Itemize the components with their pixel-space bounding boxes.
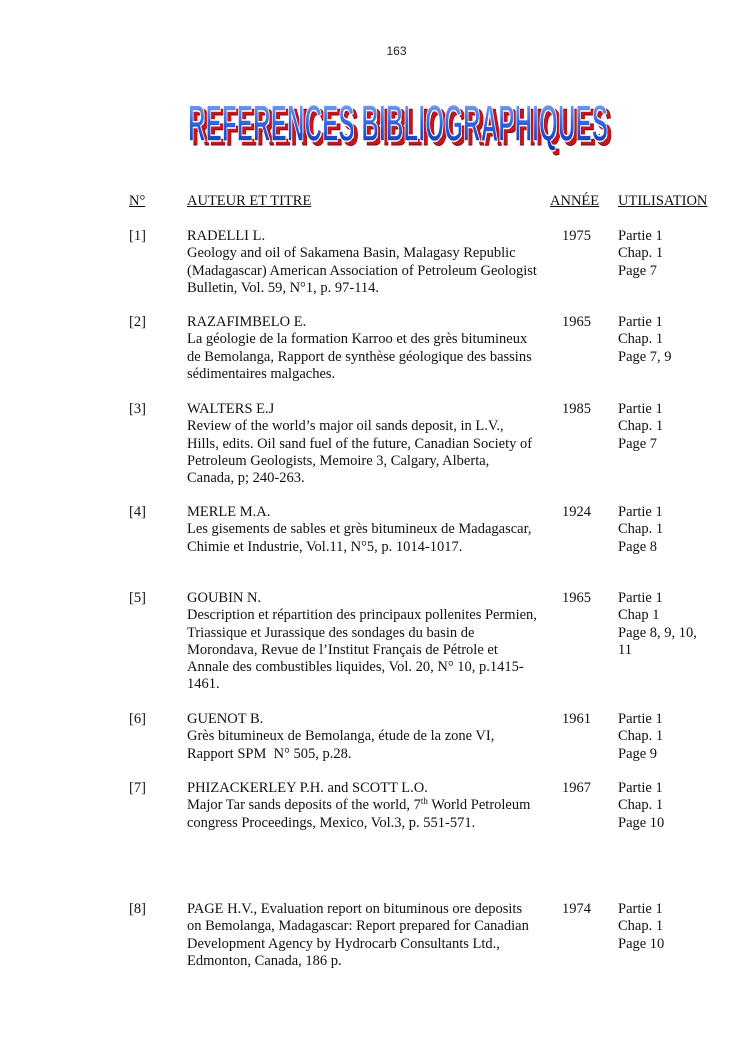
usage-page: Page 7 — [618, 435, 658, 452]
usage-page: Page 10 — [618, 814, 665, 831]
reference-author: GUENOT B. — [187, 711, 264, 727]
reference-usage — [618, 711, 723, 763]
reference-year: 1985 — [562, 401, 591, 417]
usage-chapter: Chap. 1 — [618, 521, 664, 538]
reference-usage — [618, 228, 723, 280]
usage-chapter: Chap 1 — [618, 607, 660, 624]
reference-year: 1967 — [562, 780, 591, 796]
usage-page: Page 10 — [618, 935, 665, 952]
reference-text — [187, 504, 537, 556]
usage-page: Page 9 — [618, 745, 658, 762]
reference-text — [187, 590, 537, 694]
reference-number: [1] — [129, 228, 146, 244]
reference-title: PAGE H.V., Evaluation report on bituminous ore deposits on Bemolanga, Madagascar: Report prepared for Canadian Development Agency by Hydrocarb Consultants Ltd., Edmonton, Canada, 186 p. — [187, 901, 529, 969]
reference-year: 1961 — [562, 711, 591, 727]
reference-title-part: Major Tar sands deposits of the world, 7 — [187, 797, 421, 814]
reference-year: 1924 — [562, 504, 591, 520]
usage-part: Partie 1 — [618, 780, 663, 796]
reference-number: [6] — [129, 711, 146, 727]
reference-title: Geology and oil of Sakamena Basin, Malagasy Republic (Madagascar) American Association of Petroleum Geologist Bulletin, Vol. 59, N°1, p. 97-114. — [187, 245, 537, 296]
usage-page: Page 7 — [618, 262, 658, 279]
usage-part: Partie 1 — [618, 228, 663, 244]
header-year: ANNÉE — [550, 193, 600, 209]
reference-text — [187, 401, 537, 487]
usage-chapter: Chap. 1 — [618, 797, 664, 814]
reference-author: WALTERS E.J — [187, 401, 275, 417]
usage-part: Partie 1 — [618, 504, 663, 520]
reference-title: Grès bitumineux de Bemolanga, étude de la zone VI, Rapport SPM N° 505, p.28. — [187, 728, 498, 762]
reference-title: Description et répartition des principaux pollenites Permien, Triassique et Jurassique des sondages du basin de Morondava, Revue de l’Institut Français de Pétrole et Annale des combustibles liquides, Vol. 20, N° 10, p.1415-1461. — [187, 607, 537, 693]
reference-title-part: World Petroleum congress Proceedings, Mexico, Vol.3, p. 551-571. — [187, 797, 531, 831]
reference-text — [187, 780, 537, 832]
reference-number: [3] — [129, 401, 146, 417]
reference-year: 1965 — [562, 590, 591, 606]
reference-title: La géologie de la formation Karroo et des grès bitumineux de Bemolanga, Rapport de synthèse géologique des bassins sédimentaires malgaches. — [187, 331, 532, 382]
reference-number: [2] — [129, 314, 146, 330]
reference-usage — [618, 590, 706, 659]
reference-author: PHIZACKERLEY P.H. and SCOTT L.O. — [187, 780, 428, 796]
reference-number: [8] — [129, 901, 146, 917]
usage-part: Partie 1 — [618, 711, 663, 727]
reference-number: [4] — [129, 504, 146, 520]
usage-chapter: Chap. 1 — [618, 331, 664, 348]
usage-chapter: Chap. 1 — [618, 728, 664, 745]
reference-number: [7] — [129, 780, 146, 796]
ordinal-superscript: th — [420, 796, 428, 807]
usage-chapter: Chap. 1 — [618, 418, 664, 435]
reference-usage — [618, 504, 723, 556]
title-banner — [178, 92, 618, 162]
reference-author: RADELLI L. — [187, 228, 266, 244]
reference-author: GOUBIN N. — [187, 590, 262, 606]
usage-page: Page 7, 9 — [618, 348, 672, 365]
usage-part: Partie 1 — [618, 901, 663, 917]
reference-title: Review of the world’s major oil sands deposit, in L.V., Hills, edits. Oil sand fuel of the future, Canadian Society of Petroleum Geologists, Memoire 3, Calgary, Alberta, Canada, p; 240-263. — [187, 418, 533, 487]
reference-text — [187, 228, 537, 297]
reference-number: [5] — [129, 590, 146, 606]
usage-chapter: Chap. 1 — [618, 245, 664, 262]
reference-text — [187, 711, 537, 763]
reference-title — [187, 797, 537, 832]
usage-part: Partie 1 — [618, 401, 663, 417]
title-shadow: REFERENCES BIBLIOGRAPHIQUES — [192, 99, 612, 157]
reference-year: 1965 — [562, 314, 591, 330]
reference-year: 1975 — [562, 228, 591, 244]
reference-usage — [618, 780, 723, 832]
reference-text — [187, 901, 537, 970]
reference-author: RAZAFIMBELO E. — [187, 314, 307, 330]
reference-year: 1974 — [562, 901, 591, 917]
reference-author: MERLE M.A. — [187, 504, 271, 520]
reference-usage — [618, 901, 723, 953]
reference-text — [187, 314, 537, 383]
usage-page: Page 8 — [618, 538, 658, 555]
header-usage: UTILISATION — [618, 193, 708, 209]
usage-chapter: Chap. 1 — [618, 918, 664, 935]
page-number: 163 — [386, 44, 407, 58]
usage-page: Page 8, 9, 10, 11 — [618, 624, 697, 658]
header-num: N° — [129, 193, 146, 209]
page-title: REFERENCES BIBLIOGRAPHIQUES — [188, 95, 608, 153]
usage-part: Partie 1 — [618, 590, 663, 606]
reference-title: Les gisements de sables et grès bitumineux de Madagascar, Chimie et Industrie, Vol.11, N°5, p. 1014-1017. — [187, 521, 532, 555]
reference-usage — [618, 314, 723, 366]
usage-part: Partie 1 — [618, 314, 663, 330]
header-author-title: AUTEUR ET TITRE — [187, 193, 312, 209]
reference-usage — [618, 401, 723, 453]
